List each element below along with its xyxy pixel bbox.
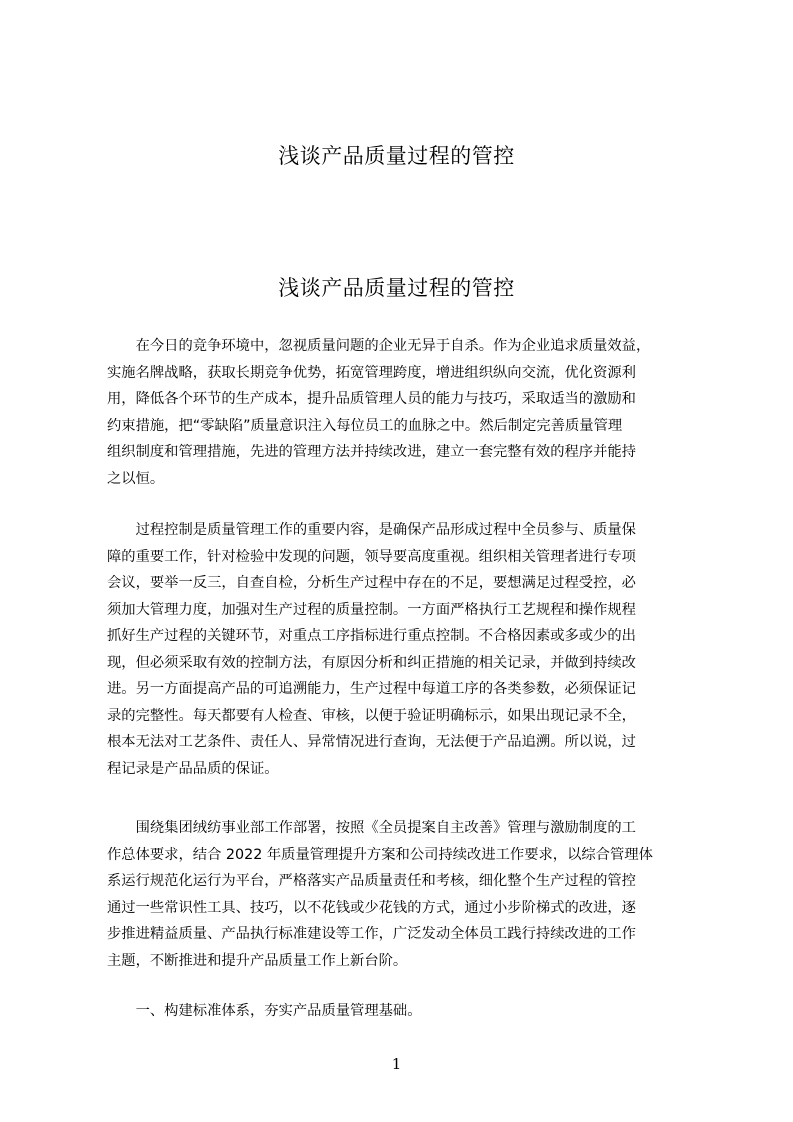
- paragraph-line: 步推进精益质量、产品执行标准建设等工作，广泛发动全体员工践行持续改进的工作: [107, 926, 636, 942]
- section-heading: 一、构建标准体系，夯实产品质量管理基础。: [135, 1003, 422, 1019]
- paragraph-line: 录的完整性。每天都要有人检查、审核，以便于验证明确标示，如果出现记录不全，: [107, 707, 636, 724]
- paragraph-line: 抓好生产过程的关键环节，对重点工序指标进行重点控制。不合格因素或多或少的出: [107, 628, 636, 644]
- paragraph: [107, 333, 698, 492]
- paragraph: [107, 517, 698, 782]
- paragraph-line: 障的重要工作，针对检验中发现的问题，领导要高度重视。组织相关管理者进行专项: [107, 548, 636, 565]
- paragraph-line: 根本无法对工艺条件、责任人、异常情况进行查询，无法便于产品追溯。所以说，过: [107, 734, 636, 750]
- paragraph-line: 在今日的竞争环境中，忽视质量问题的企业无异于自杀。作为企业追求质量效益，: [135, 338, 651, 354]
- paragraph: [107, 815, 698, 974]
- paragraph-line: 进。另一方面提高产品的可追溯能力，生产过程中每道工序的各类参数，必须保证记: [107, 681, 636, 697]
- page-title: 浅谈产品质量过程的管控: [278, 276, 515, 300]
- paragraph-line: 通过一些常识性工具、技巧，以不花钱或少花钱的方式，通过小步阶梯式的改进，逐: [107, 899, 636, 916]
- paragraph-line: 作总体要求，结合 2022 年质量管理提升方案和公司持续改进工作要求，以综合管理体: [107, 846, 653, 863]
- paragraph-line: 现，但必须采取有效的控制方法，有原因分析和纠正措施的相关记录，并做到持续改: [107, 654, 636, 671]
- paragraph-line: 围绕集团绒纺事业部工作部署，按照《全员提案自主改善》管理与激励制度的工: [135, 820, 636, 836]
- page-number: 1: [391, 1055, 402, 1073]
- paragraph-line: 之以恒。: [107, 470, 165, 487]
- paragraph-line: 须加大管理力度，加强对生产过程的质量控制。一方面严格执行工艺规程和操作规程: [107, 601, 636, 618]
- paragraph-line: 约束措施，把“零缺陷”质量意识注入每位员工的血脉之中。然后制定完善质量管理: [107, 417, 623, 434]
- paragraph-line: 主题，不断推进和提升产品质量工作上新台阶。: [107, 952, 408, 969]
- running-header-title: 浅谈产品质量过程的管控: [278, 144, 515, 168]
- paragraph-line: 用，降低各个环节的生产成本，提升品质管理人员的能力与技巧，采取适当的激励和: [107, 391, 636, 407]
- paragraph-line: 系运行规范化运行为平台，严格落实产品质量责任和考核，细化整个生产过程的管控: [107, 873, 636, 889]
- paragraph-line: 过程控制是质量管理工作的重要内容，是确保产品形成过程中全员参与、质量保: [135, 522, 636, 538]
- paragraph-line: 实施名牌战略，获取长期竞争优势，拓宽管理跨度，增进组织纵向交流，优化资源利: [107, 364, 636, 381]
- paragraph-line: 会议，要举一反三，自查自检，分析生产过程中存在的不足，要想满足过程受控，必: [107, 575, 636, 591]
- paragraph-line: 程记录是产品品质的保证。: [107, 760, 279, 777]
- paragraph-line: 组织制度和管理措施，先进的管理方法并持续改进，建立一套完整有效的程序并能持: [107, 444, 636, 460]
